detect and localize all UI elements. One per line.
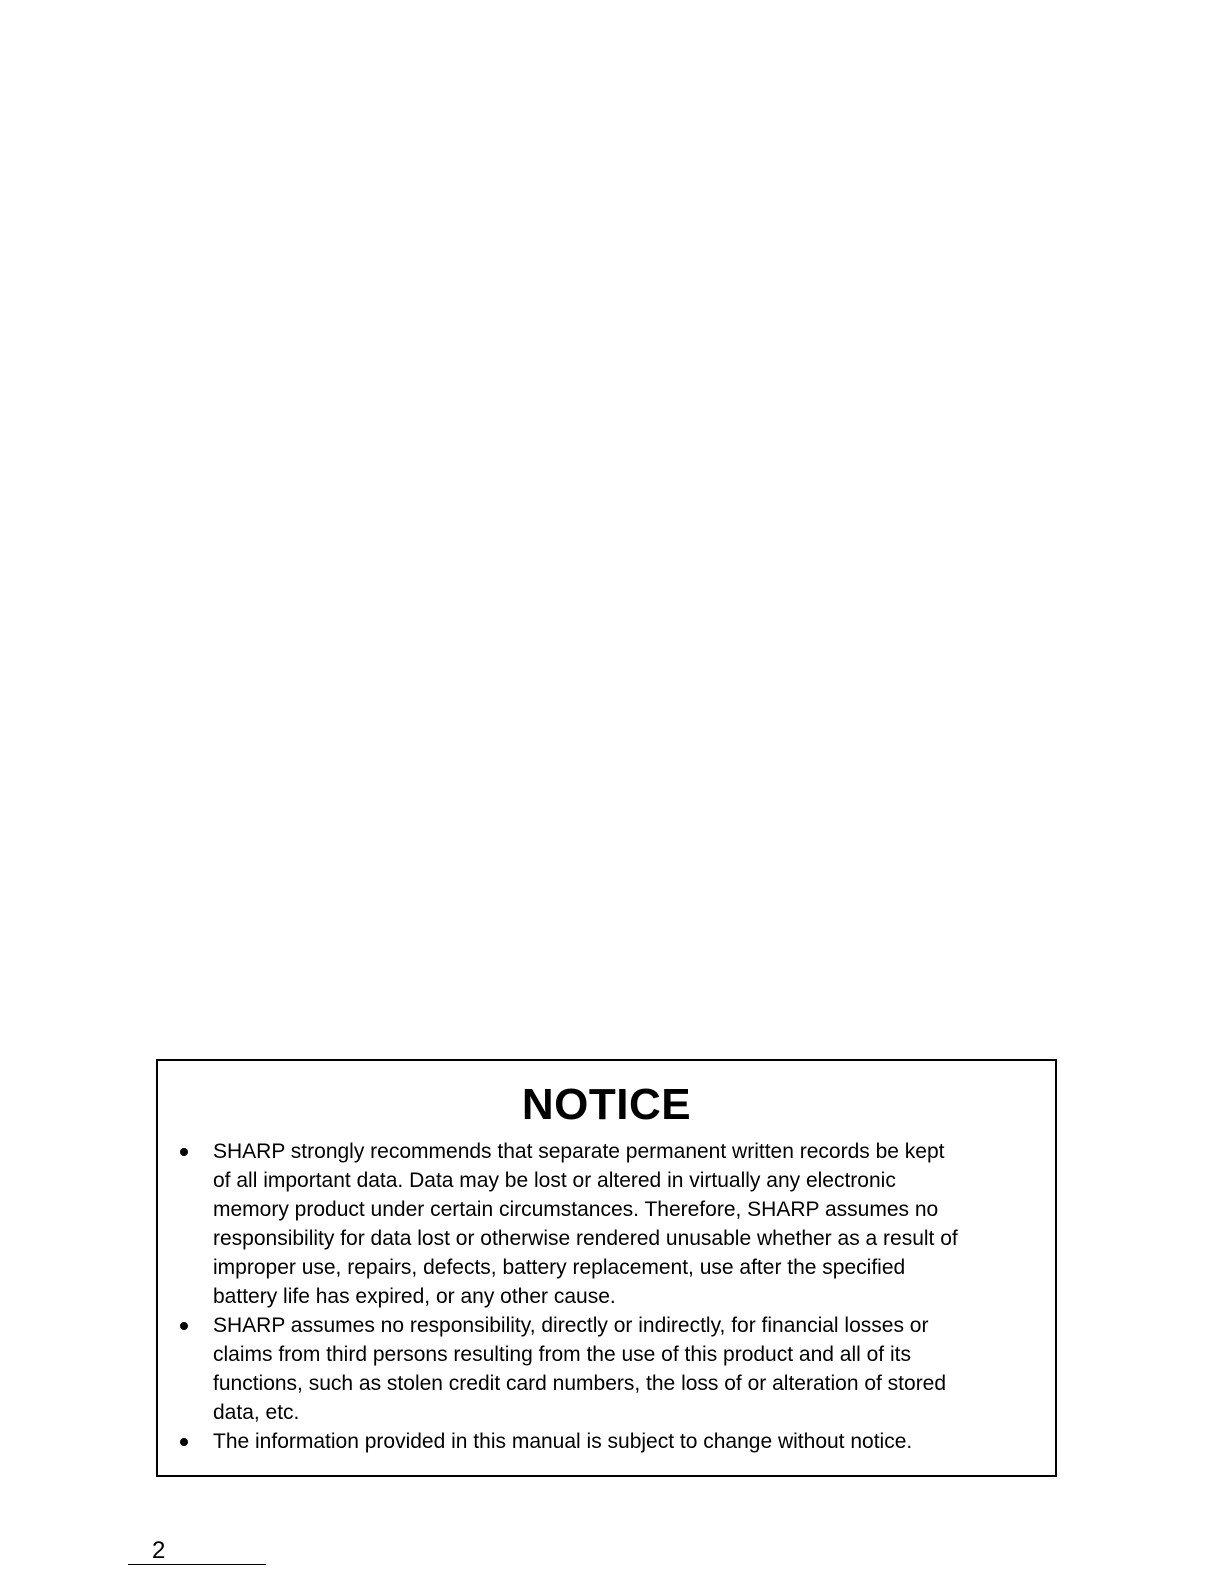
notice-list — [158, 1137, 1059, 1456]
notice-item-data-records — [158, 1137, 1059, 1311]
notice-line: memory product under certain circumstances. Therefore, SHARP assumes no — [213, 1198, 939, 1221]
notice-line: The information provided in this manual is subject to change without notice. — [213, 1430, 913, 1453]
notice-box — [156, 1059, 1057, 1477]
notice-line: claims from third persons resulting from the use of this product and all of its — [213, 1343, 911, 1366]
notice-line: SHARP strongly recommends that separate permanent written records be kept — [213, 1140, 945, 1163]
notice-line: responsibility for data lost or otherwise rendered unusable whether as a result of — [213, 1227, 958, 1250]
page-footer-rule — [128, 1564, 266, 1565]
notice-line: data, etc. — [213, 1401, 300, 1424]
notice-item-liability — [158, 1311, 1059, 1427]
notice-line: battery life has expired, or any other cause. — [213, 1285, 616, 1308]
bullet-icon — [180, 1148, 188, 1156]
notice-title: NOTICE — [521, 1080, 692, 1129]
notice-line: SHARP assumes no responsibility, directly or indirectly, for financial losses or — [213, 1314, 929, 1337]
notice-line: functions, such as stolen credit card numbers, the loss of or alteration of stored — [213, 1372, 947, 1395]
bullet-icon — [180, 1322, 188, 1330]
page-number: 2 — [152, 1537, 166, 1564]
notice-item-change-notice — [158, 1427, 1059, 1456]
notice-line: improper use, repairs, defects, battery replacement, use after the specified — [213, 1256, 906, 1279]
bullet-icon — [180, 1438, 188, 1446]
notice-line: of all important data. Data may be lost or altered in virtually any electronic — [213, 1169, 896, 1192]
